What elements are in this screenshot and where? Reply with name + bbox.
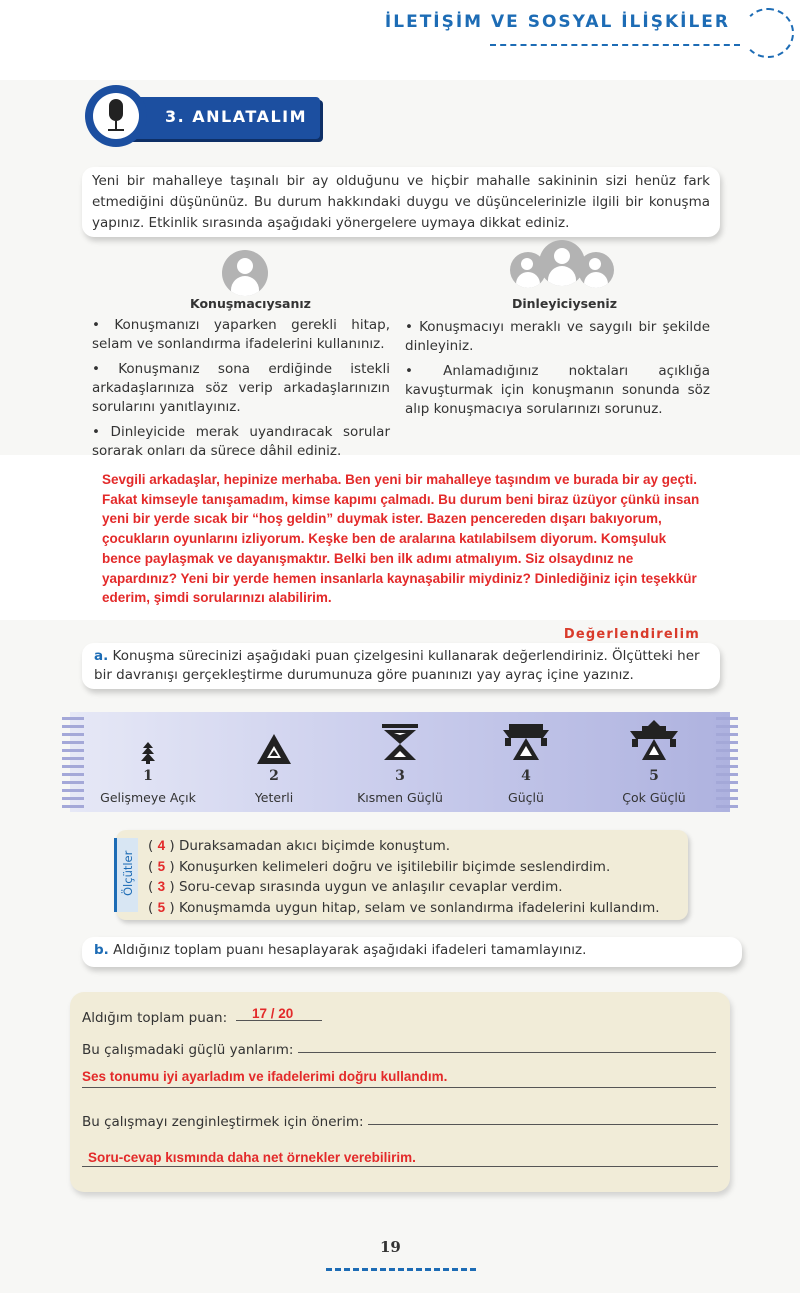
score-input[interactable]: 3 [157, 879, 166, 894]
item-letter: b. [94, 942, 109, 958]
scale-number: 2 [269, 768, 279, 784]
scale-label: Yeterli [254, 790, 294, 805]
improve-input[interactable]: Soru-cevap kısmında daha net örnekler verebilirim. [88, 1150, 416, 1165]
instruction-a [82, 643, 720, 689]
tree-icon-level-1 [140, 742, 156, 764]
scale-number: 1 [143, 768, 153, 784]
total-score-input[interactable]: 17 / 20 [252, 1006, 294, 1021]
total-score-label: Aldığım toplam puan: [82, 1010, 228, 1026]
listener-group-icon-center [539, 240, 585, 286]
speaker-title: Konuşmacıysanız [190, 296, 311, 311]
criteria-item: ( 4 ) Duraksamadan akıcı biçimde konuştum. [148, 838, 451, 854]
item-letter: a. [94, 648, 109, 664]
scale-label: Çok Güçlü [622, 790, 686, 805]
section-badge [85, 85, 320, 145]
triangle-motif-icon [257, 734, 291, 764]
list-item: • Anlamadığınız noktaları açıklığa kavuşturmak için konuşmanın sonunda söz alıp konuşmacıya sorularınızı sorunuz. [405, 363, 710, 417]
list-item: • Konuşmanızı yaparken gerekli hitap, selam ve sonlandırma ifadelerini kullanınız. [92, 317, 390, 352]
strengths-line-2 [82, 1087, 716, 1088]
improve-label: Bu çalışmayı zenginleştirmek için önerim: [82, 1114, 364, 1130]
criteria-list [148, 836, 660, 918]
speech-answer: Sevgili arkadaşlar, hepinize merhaba. Ben yeni bir mahalleye taşındım ve burada bir ay geçti. Fakat kimseyle tanışamadım, kimse kapımı çalmadı. Bu durum beni biraz üzüyor çünkü insan yeni bir yerde sıcak bir “hoş geldin” duymak ister. Bazen pencereden dışarı bakıyorum, çocukların oyunlarını izliyorum. Keşke ben de aralarına katılabilsem diyorum. Komşuluk bence paylaşmak ve dayanışmaktır. Belki ben ilk adımı atmalıyım. Siz olsaydınız ne yapardınız? Yeni bir yerde hemen insanlarla kaynaşabilir miydiniz? Dinlediğiniz için teşekkür ederim, şimdi sorularınızı alabilirim. [102, 472, 700, 606]
scale-level-4 [466, 720, 586, 805]
improve-line-1 [368, 1124, 718, 1125]
scale-level-2 [214, 720, 334, 805]
scale-level-3 [340, 720, 460, 805]
scale-number: 5 [649, 768, 659, 784]
footer-divider [326, 1268, 476, 1271]
decorative-swirl [742, 8, 794, 58]
score-input[interactable]: 4 [157, 838, 166, 853]
listener-list [405, 318, 710, 425]
strengths-line-1 [298, 1052, 716, 1053]
speaker-list [92, 316, 390, 467]
unit-title: İLETİŞİM VE SOSYAL İLİŞKİLER [384, 12, 730, 32]
badge-circle [85, 85, 147, 147]
list-item: • Konuşmacıyı meraklı ve saygılı bir şekilde dinleyiniz. [405, 319, 710, 354]
instruction-text: Konuşma sürecinizi aşağıdaki puan çizelgesini kullanarak değerlendiriniz. Ölçütteki her bir davranışı gerçekleştirme durumunuza göre puanınızı yay ayraç içine yazınız. [94, 648, 700, 683]
rug-fringe-left [62, 716, 84, 808]
criteria-item: ( 3 ) Soru-cevap sırasında uygun ve anlaşılır cevaplar verdim. [148, 879, 563, 895]
criteria-tab-label: Ölçütler [121, 850, 135, 896]
scale-number: 4 [521, 768, 531, 784]
score-input[interactable]: 5 [157, 899, 166, 915]
criteria-text: Duraksamadan akıcı biçimde konuştum. [178, 838, 451, 854]
rug-fringe-right [716, 716, 738, 808]
listener-title: Dinleyiciyseniz [512, 296, 617, 311]
instruction-text: Aldığınız toplam puanı hesaplayarak aşağıdaki ifadeleri tamamlayınız. [113, 942, 587, 958]
criteria-tab [114, 838, 138, 912]
header-divider [490, 44, 740, 46]
scale-level-5 [594, 720, 714, 805]
eagle-motif-icon [630, 720, 678, 764]
list-item: • Dinleyicide merak uyandıracak sorular sorarak onları da sürece dâhil ediniz. [92, 424, 390, 459]
instruction-b [82, 937, 742, 967]
criteria-text: Konuşmamda uygun hitap, selam ve sonlandırma ifadelerini kullandım. [178, 899, 660, 916]
improve-line-2 [82, 1166, 718, 1167]
scale-label: Güçlü [508, 790, 544, 805]
list-item: • Konuşmanız sona erdiğinde istekli arkadaşlarınıza söz verip arkadaşlarınızın sorularını yanıtlayınız. [92, 361, 390, 415]
speaker-person-icon [222, 250, 268, 296]
score-input[interactable]: 5 [157, 858, 166, 874]
criteria-text: Konuşurken kelimeleri doğru ve işitilebilir biçimde seslendirdim. [178, 858, 611, 875]
strengths-input[interactable]: Ses tonumu iyi ayarladım ve ifadelerimi doğru kullandım. [82, 1069, 448, 1084]
section-title: 3. ANLATALIM [165, 107, 308, 126]
microphone-icon [93, 93, 139, 139]
criteria-item: ( 5 ) Konuşurken kelimeleri doğru ve işitilebilir biçimde seslendirdim. [148, 858, 611, 875]
strengths-label: Bu çalışmadaki güçlü yanlarım: [82, 1042, 294, 1058]
scale-label: Kısmen Güçlü [357, 790, 443, 805]
criteria-item: ( 5 ) Konuşmamda uygun hitap, selam ve sonlandırma ifadelerini kullandım. [148, 899, 660, 916]
instruction-text: Yeni bir mahalleye taşınalı bir ay olduğunu ve hiçbir mahalle sakininin sizi henüz fark etmediğini düşününüz. Bu durum hakkındaki duygu ve düşüncelerinizle ilgili bir konuşma yapınız. Etkinlik sırasında aşağıdaki yönergelere uymaya dikkat ediniz. [82, 167, 720, 237]
criteria-text: Soru-cevap sırasında uygun ve anlaşılır cevaplar verdim. [178, 879, 563, 895]
scale-label: Gelişmeye Açık [100, 790, 196, 805]
evaluation-label: Değerlendirelim [563, 627, 700, 642]
scale-level-1 [88, 720, 208, 805]
ram-horn-motif-icon [503, 724, 549, 764]
hourglass-motif-icon [382, 724, 418, 764]
page-number: 19 [380, 1238, 401, 1256]
scale-number: 3 [395, 768, 405, 784]
